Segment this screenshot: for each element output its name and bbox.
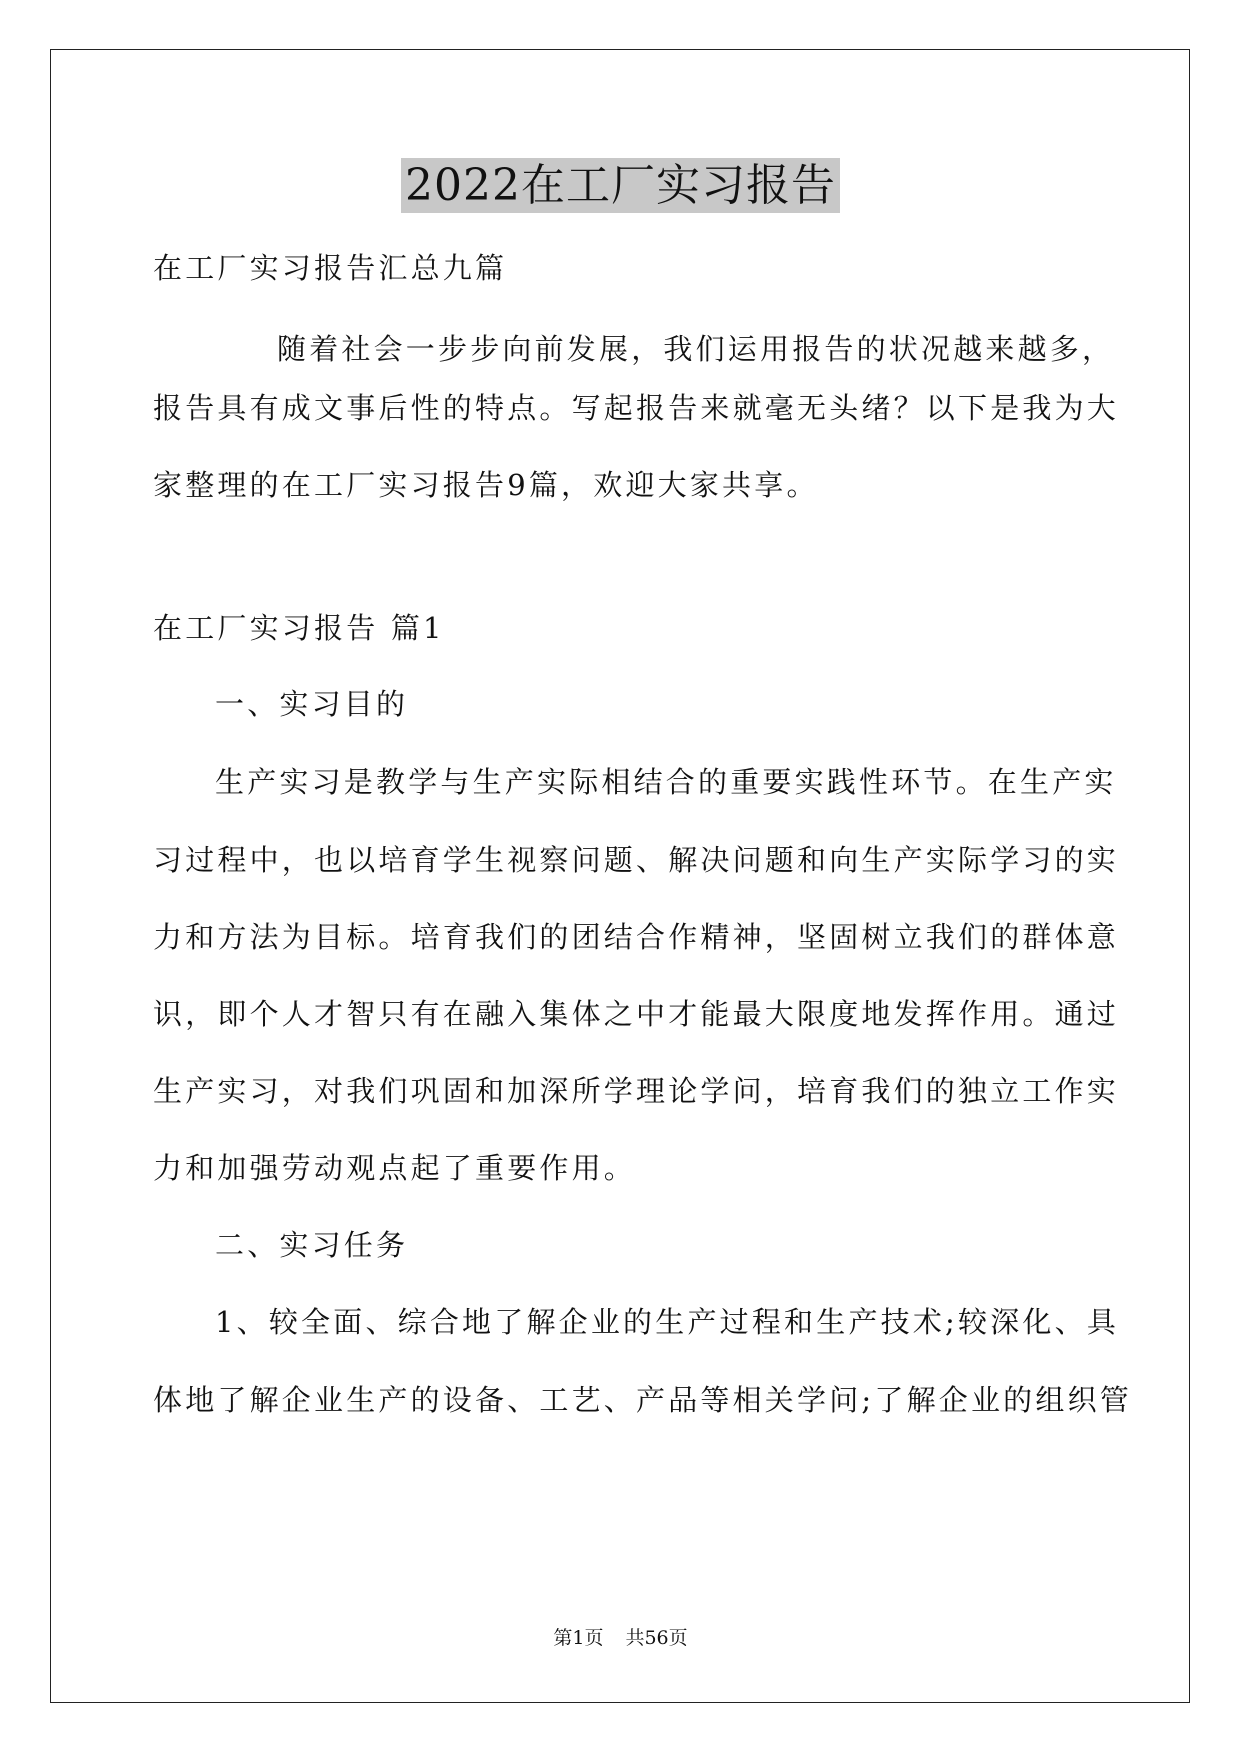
subtitle: 在工厂实习报告汇总九篇 [153,251,508,285]
para-1-line-4: 识，即个人才智只有在融入集体之中才能最大限度地发挥作用。通过 [153,997,1120,1031]
para-1-line-6: 力和加强劳动观点起了重要作用。 [153,1151,637,1185]
heading-tasks: 二、实习任务 [215,1228,409,1262]
heading-objective: 一、实习目的 [215,687,409,721]
document-title [0,158,1241,214]
intro-line-3: 家整理的在工厂实习报告9篇，欢迎大家共享。 [153,468,819,502]
intro-line-2: 报告具有成文事后性的特点。写起报告来就毫无头绪？以下是我为大 [153,391,1120,425]
page-number: 第1页 [553,1627,604,1649]
intro-line-1: 随着社会一步步向前发展，我们运用报告的状况越来越多， [277,332,1115,366]
page-footer [0,1626,1241,1650]
para-1-line-3: 力和方法为目标。培育我们的团结合作精神，坚固树立我们的群体意 [153,920,1120,954]
para-2-line-1: 1、较全面、综合地了解企业的生产过程和生产技术;较深化、具 [215,1305,1120,1339]
para-2-line-2: 体地了解企业生产的设备、工艺、产品等相关学问;了解企业的组织管 [153,1383,1132,1417]
para-1-line-1: 生产实习是教学与生产实际相结合的重要实践性环节。在生产实 [215,765,1117,799]
page-total: 共56页 [625,1627,688,1649]
section-heading: 在工厂实习报告 篇1 [153,611,445,645]
para-1-line-2: 习过程中，也以培育学生视察问题、解决问题和向生产实际学习的实 [153,843,1120,877]
para-1-line-5: 生产实习，对我们巩固和加深所学理论学问，培育我们的独立工作实 [153,1074,1120,1108]
title-text: 2022在工厂实习报告 [401,158,840,213]
